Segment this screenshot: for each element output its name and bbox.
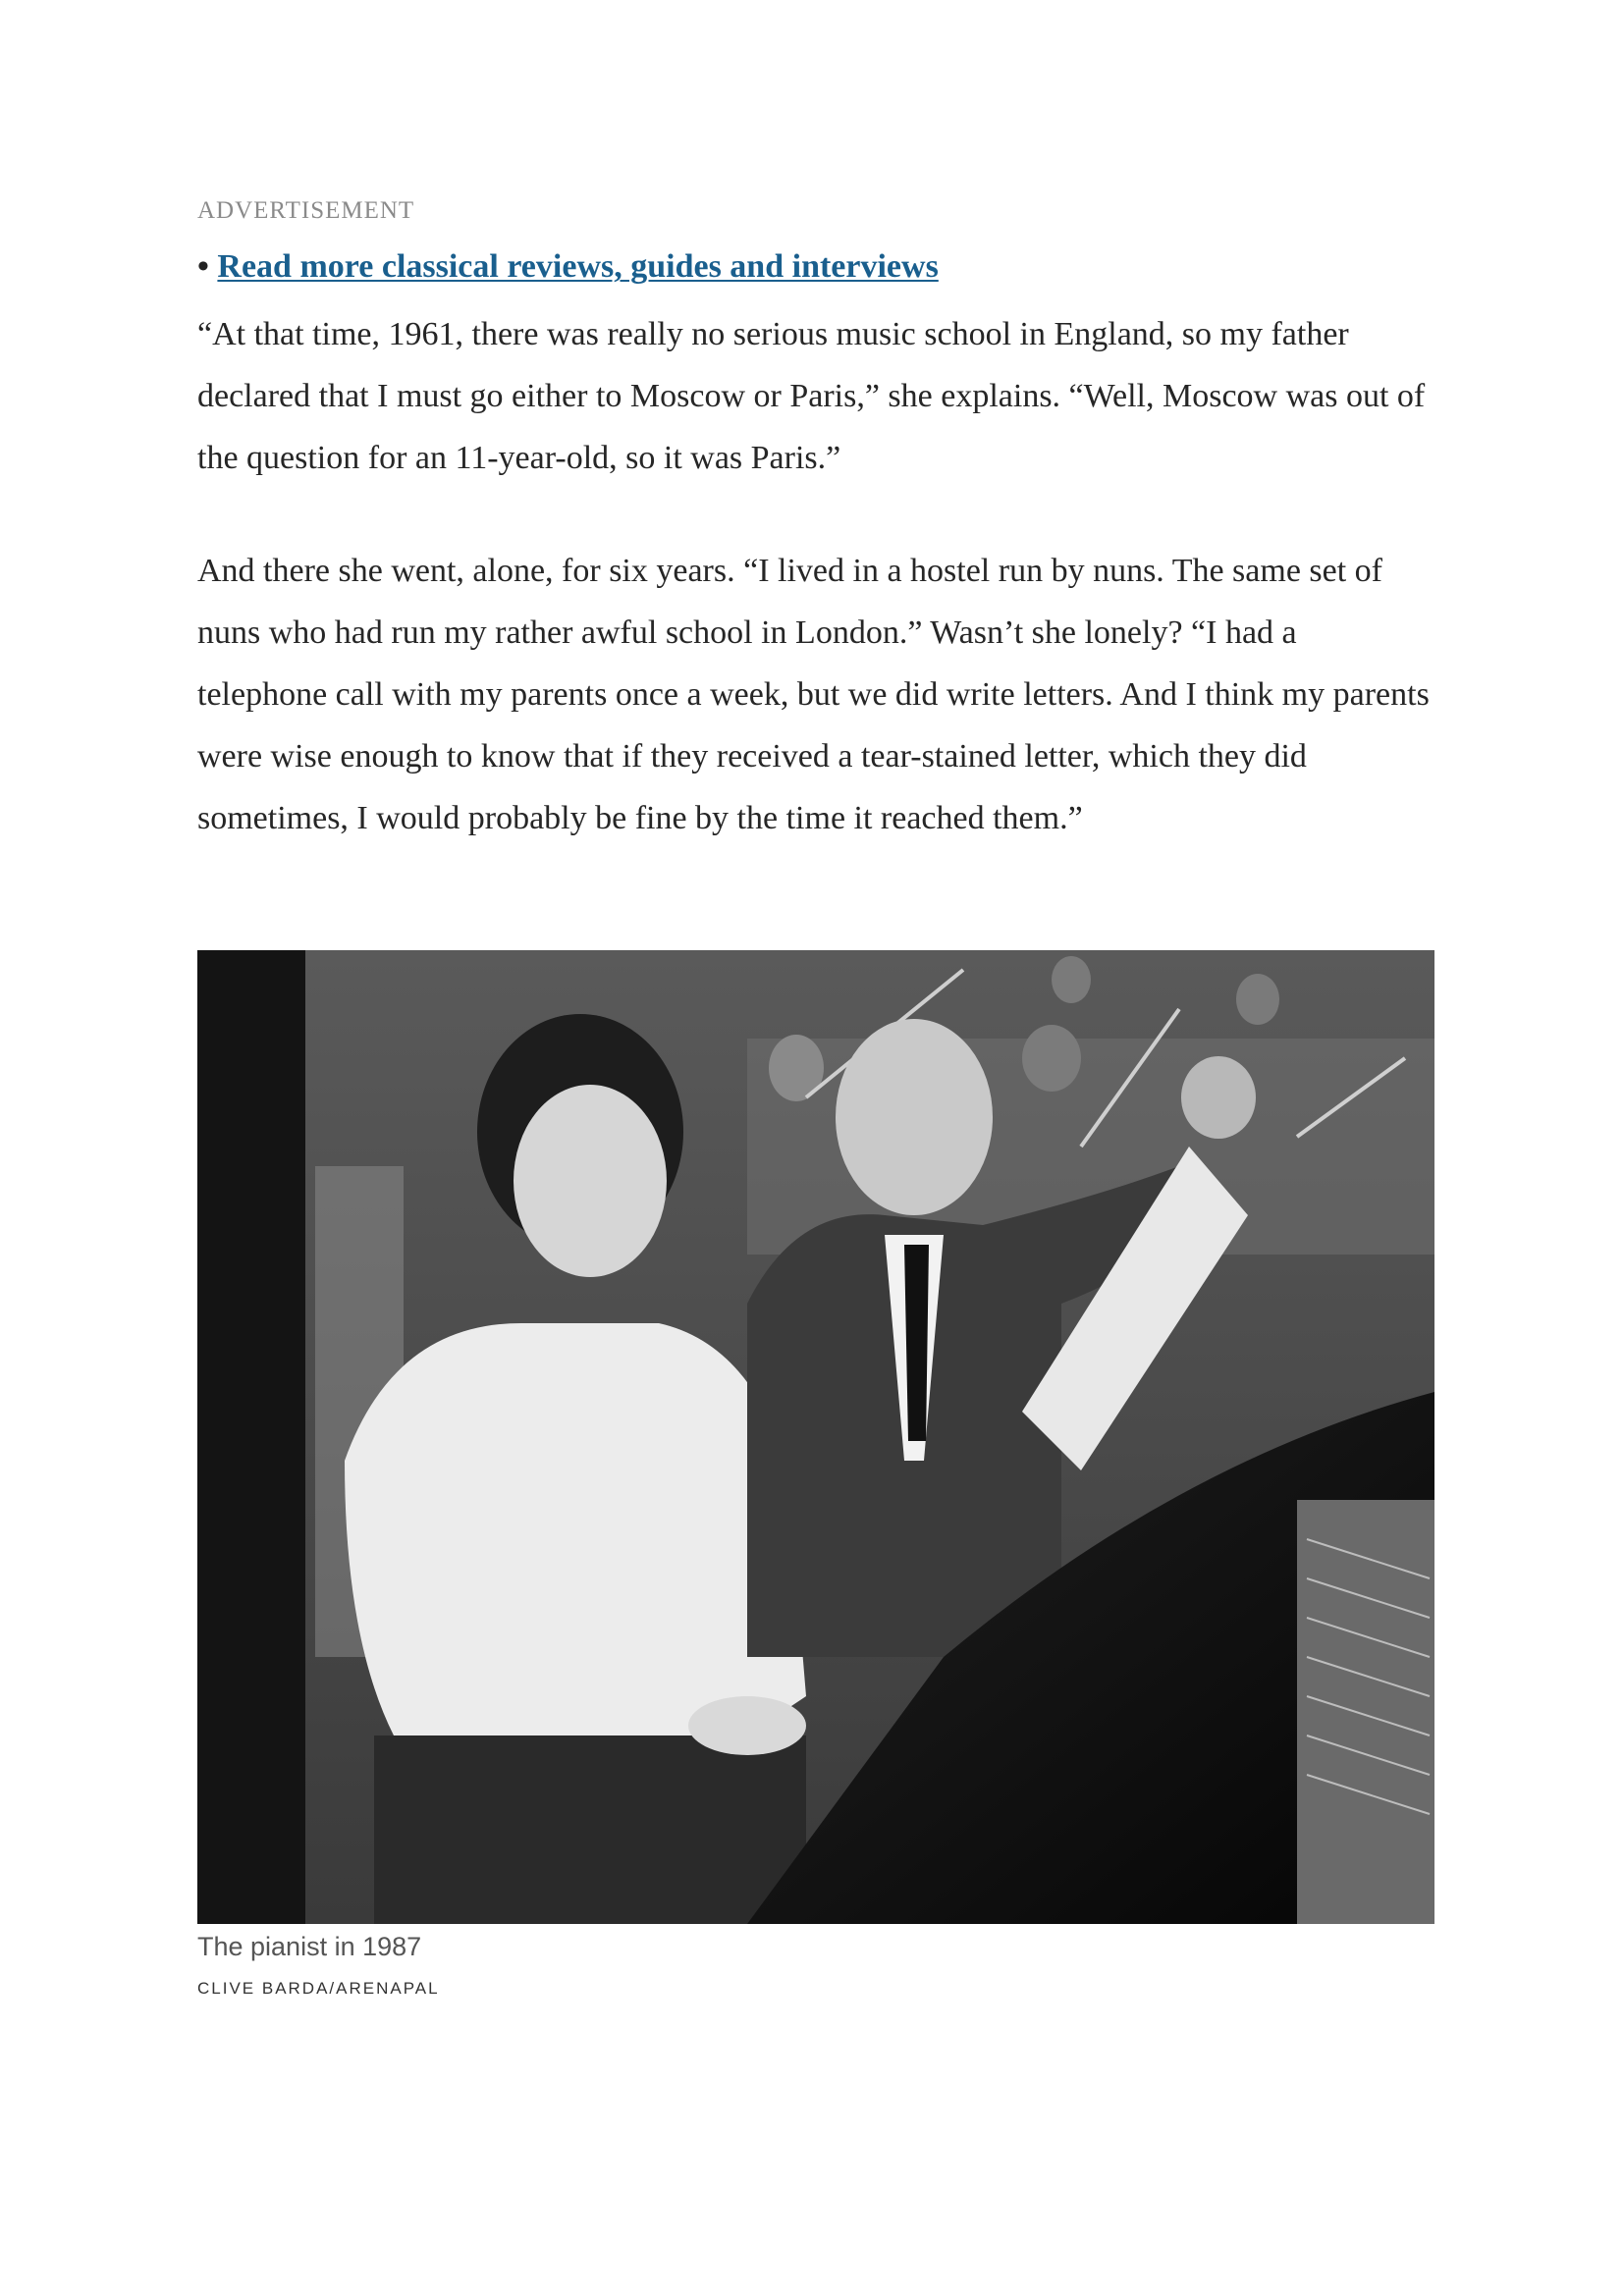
read-more-link[interactable]: Read more classical reviews, guides and interviews bbox=[217, 248, 939, 285]
bullet: • bbox=[197, 248, 209, 285]
photo-illustration bbox=[197, 950, 1434, 1924]
photo-credit: CLIVE BARDA/ARENAPAL bbox=[197, 1979, 440, 1998]
photo-caption: The pianist in 1987 bbox=[197, 1932, 422, 1961]
article-paragraph: And there she went, alone, for six years. “I lived in a hostel run by nuns. The same set of nuns who had run my rather awful school in London.” Wasn’t she lonely? “I had a telephone call with my parents once a week, but we did write letters. And I think my parents were wise enough to know that if they received a tear-stained letter, which they did sometimes, I would probably be fine by the time it reached them.” bbox=[197, 553, 1430, 836]
advertisement-label: ADVERTISEMENT bbox=[197, 197, 415, 224]
read-more-line bbox=[197, 248, 939, 286]
article-photo bbox=[197, 950, 1434, 1924]
article-paragraph: “At that time, 1961, there was really no serious music school in England, so my father declared that I must go either to Moscow or Paris,” she explains. “Well, Moscow was out of the question for an 11-year-old, so it was Paris.” bbox=[197, 316, 1426, 476]
